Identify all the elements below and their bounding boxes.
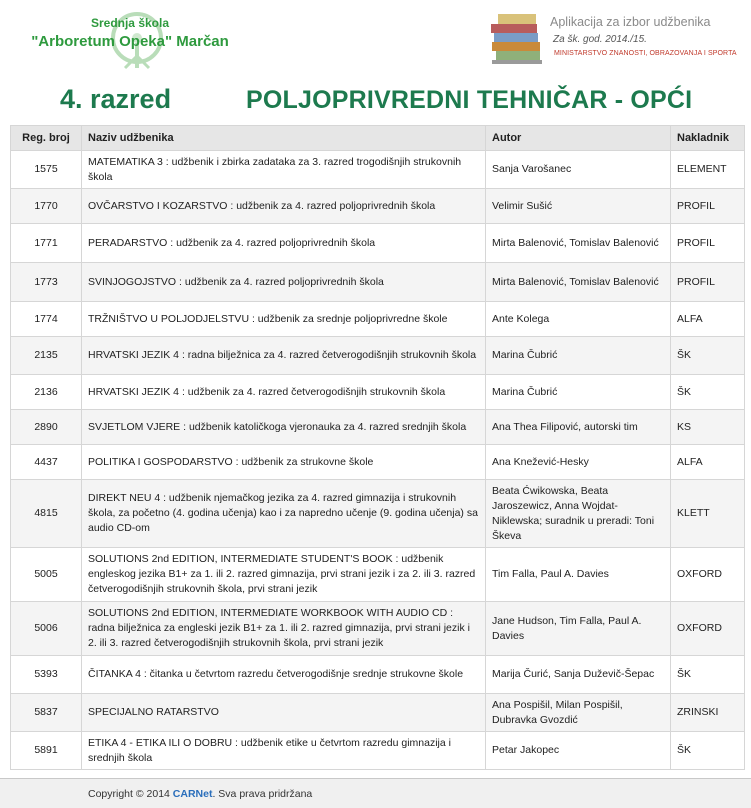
cell-publisher: KS — [671, 410, 745, 445]
cell-reg: 1771 — [11, 224, 82, 263]
cell-author: Ana Knežević-Hesky — [486, 445, 671, 480]
cell-reg: 5891 — [11, 732, 82, 770]
cell-publisher: ŠK — [671, 337, 745, 375]
carnet-link[interactable]: CARNet — [172, 788, 213, 800]
column-header-reg: Reg. broj — [11, 126, 82, 151]
cell-author: Petar Jakopec — [486, 732, 671, 770]
cell-author: Marija Čurić, Sanja Duževič-Šepac — [486, 656, 671, 694]
cell-publisher: OXFORD — [671, 548, 745, 602]
cell-author: Marina Čubrić — [486, 337, 671, 375]
cell-reg: 1575 — [11, 151, 82, 189]
cell-publisher: OXFORD — [671, 602, 745, 656]
cell-title: OVČARSTVO I KOZARSTVO : udžbenik za 4. razred poljoprivrednih škola — [82, 189, 486, 224]
table-row — [11, 602, 745, 656]
cell-title: SOLUTIONS 2nd EDITION, INTERMEDIATE WORKBOOK WITH AUDIO CD : radna bilježnica za engleski jezik B1+ za 1. ili 2. razred gimnazija, prvi strani jezik i 2. ili 3. razred četverogodišnjih strukovnih škola, prvi strani jezik — [82, 602, 486, 656]
cell-reg: 2890 — [11, 410, 82, 445]
table-row — [11, 151, 745, 189]
cell-title: TRŽNIŠTVO U POLJODJELSTVU : udžbenik za srednje poljoprivredne škole — [82, 302, 486, 337]
cell-title: SVINJOGOJSTVO : udžbenik za 4. razred poljoprivrednih škola — [82, 263, 486, 302]
cell-title: HRVATSKI JEZIK 4 : radna bilježnica za 4. razred četverogodišnjih strukovnih škola — [82, 337, 486, 375]
cell-reg: 4437 — [11, 445, 82, 480]
cell-publisher: PROFIL — [671, 263, 745, 302]
cell-reg: 5006 — [11, 602, 82, 656]
cell-reg: 1770 — [11, 189, 82, 224]
table-row — [11, 375, 745, 410]
table-row — [11, 224, 745, 263]
cell-reg: 5005 — [11, 548, 82, 602]
cell-author: Beata Ćwikowska, Beata Jaroszewicz, Anna Wojdat-Niklewska; suradnik u preradi: Toni Škeva — [486, 480, 671, 548]
table-row — [11, 263, 745, 302]
program-title: POLJOPRIVREDNI TEHNIČAR - OPĆI — [246, 86, 693, 114]
cell-title: PERADARSTVO : udžbenik za 4. razred poljoprivrednih škola — [82, 224, 486, 263]
cell-publisher: PROFIL — [671, 224, 745, 263]
cell-title: POLITIKA I GOSPODARSTVO : udžbenik za strukovne škole — [82, 445, 486, 480]
textbook-table — [10, 125, 745, 770]
table-row — [11, 337, 745, 375]
cell-author: Ana Thea Filipović, autorski tim — [486, 410, 671, 445]
cell-publisher: KLETT — [671, 480, 745, 548]
school-name-line1: Srednja škola — [90, 16, 170, 30]
cell-title: ETIKA 4 - ETIKA ILI O DOBRU : udžbenik etike u četvrtom razredu gimnazija i srednjih škola — [82, 732, 486, 770]
cell-title: SOLUTIONS 2nd EDITION, INTERMEDIATE STUDENT'S BOOK : udžbenik engleskog jezika B1+ za 1. ili 2. razred gimnazija, prvi strani jezik i za 2. ili 3. razred četverogodišnjih strukovnih škola, prvi strani jezik — [82, 548, 486, 602]
cell-publisher: ALFA — [671, 445, 745, 480]
cell-author: Mirta Balenović, Tomislav Balenović — [486, 263, 671, 302]
books-icon — [488, 8, 544, 66]
grade-title: 4. razred — [60, 84, 172, 114]
cell-author: Jane Hudson, Tim Falla, Paul A. Davies — [486, 602, 671, 656]
school-name-line2: "Arboretum Opeka" Marčan — [31, 33, 229, 50]
cell-reg: 2135 — [11, 337, 82, 375]
app-logo — [488, 4, 748, 76]
cell-author: Sanja Varošanec — [486, 151, 671, 189]
school-year: Za šk. god. 2014./15. — [553, 34, 647, 45]
table-row — [11, 694, 745, 732]
cell-publisher: ALFA — [671, 302, 745, 337]
ministry-name: MINISTARSTVO ZNANOSTI, OBRAZOVANJA I SPORTA — [554, 50, 737, 57]
cell-title: SPECIJALNO RATARSTVO — [82, 694, 486, 732]
cell-reg: 5837 — [11, 694, 82, 732]
cell-publisher: ŠK — [671, 732, 745, 770]
cell-title: MATEMATIKA 3 : udžbenik i zbirka zadataka za 3. razred trogodišnjih strukovnih škola — [82, 151, 486, 189]
table-row — [11, 410, 745, 445]
cell-author: Velimir Sušić — [486, 189, 671, 224]
cell-reg: 4815 — [11, 480, 82, 548]
table-row — [11, 302, 745, 337]
cell-reg: 2136 — [11, 375, 82, 410]
cell-reg: 1773 — [11, 263, 82, 302]
cell-author: Ante Kolega — [486, 302, 671, 337]
column-header-title: Naziv udžbenika — [82, 126, 486, 151]
cell-title: ČITANKA 4 : čitanka u četvrtom razredu četverogodišnje srednje strukovne škole — [82, 656, 486, 694]
table-row — [11, 732, 745, 770]
cell-author: Ana Pospišil, Milan Pospišil, Dubravka Gvozdić — [486, 694, 671, 732]
cell-publisher: ŠK — [671, 656, 745, 694]
footer-text — [88, 788, 312, 800]
app-title: Aplikacija za izbor udžbenika — [550, 15, 711, 29]
cell-publisher: PROFIL — [671, 189, 745, 224]
cell-reg: 1774 — [11, 302, 82, 337]
footer — [0, 778, 751, 808]
table-row — [11, 656, 745, 694]
cell-publisher: ELEMENT — [671, 151, 745, 189]
cell-author: Mirta Balenović, Tomislav Balenović — [486, 224, 671, 263]
cell-title: DIREKT NEU 4 : udžbenik njemačkog jezika za 4. razred gimnazija i strukovnih škola, za početno (4. godina učenja) kao i za napredno učenje (9. godina učenja) sa audio CD-om — [82, 480, 486, 548]
column-header-publisher: Nakladnik — [671, 126, 745, 151]
column-header-author: Autor — [486, 126, 671, 151]
cell-title: SVJETLOM VJERE : udžbenik katoličkoga vjeronauka za 4. razred srednjih škola — [82, 410, 486, 445]
table-row — [11, 445, 745, 480]
table-row — [11, 548, 745, 602]
rights-text: . Sva prava pridržana — [212, 788, 313, 800]
table-row — [11, 189, 745, 224]
cell-publisher: ŠK — [671, 375, 745, 410]
cell-author: Tim Falla, Paul A. Davies — [486, 548, 671, 602]
cell-publisher: ZRINSKI — [671, 694, 745, 732]
table-row — [11, 480, 745, 548]
school-logo — [25, 4, 235, 74]
cell-author: Marina Čubrić — [486, 375, 671, 410]
cell-reg: 5393 — [11, 656, 82, 694]
table-header-row — [11, 126, 745, 151]
cell-title: HRVATSKI JEZIK 4 : udžbenik za 4. razred četverogodišnjih strukovnih škola — [82, 375, 486, 410]
copyright-text: Copyright © 2014 — [88, 788, 170, 800]
